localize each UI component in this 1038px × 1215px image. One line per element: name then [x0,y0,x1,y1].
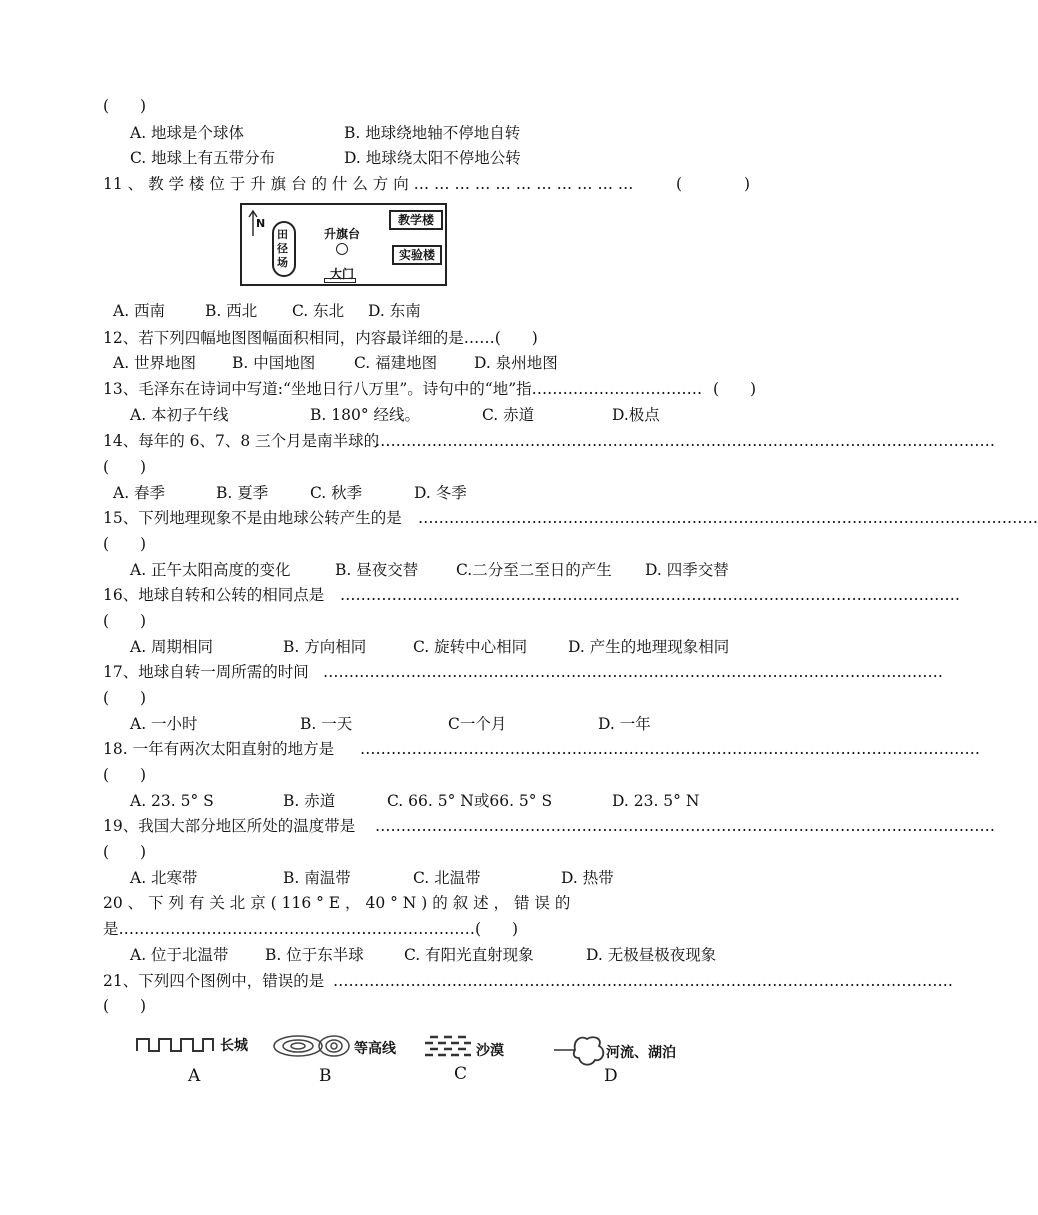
q14-option-c: C. 秋季 [310,484,363,502]
q17-option-a: A. 一小时 [130,715,198,733]
q15-dots: ………………………………………………………………………………………………………… [418,509,1038,527]
flag-platform-circle [336,243,348,255]
legend-c-letter: C [454,1064,468,1084]
flag-platform-label: 升旗台 [324,227,361,241]
lab-building-label: 实验楼 [398,248,435,262]
q20-option-d: D. 无极昼极夜现象 [586,946,717,964]
q17-paren: ( ) [103,689,147,707]
q13-option-d: D.极点 [612,406,660,424]
q18-option-b: B. 赤道 [283,792,336,810]
q18-dots: ………………………………………………………………………………………………………… [360,740,980,758]
desert-symbol-icon [424,1034,472,1064]
lab-building [392,245,442,265]
q19-option-b: B. 南温带 [283,869,351,887]
q11-option-c: C. 东北 [292,302,345,320]
q17-dots: ………………………………………………………………………………………………………… [323,663,943,681]
q21-dots: ………………………………………………………………………………………………………… [333,972,953,990]
q13-option-b: B. 180° 经线。 [310,406,421,424]
q17-option-b: B. 一天 [300,715,353,733]
q10-answer-paren: ( ) [103,97,147,115]
q17-stem: 17、地球自转一周所需的时间 [103,663,309,681]
legend-a-label: 长城 [220,1038,248,1054]
q16-option-b: B. 方向相同 [283,638,367,656]
q16-paren: ( ) [103,612,147,630]
q18-option-a: A. 23. 5° S [130,792,214,810]
q11-option-a: A. 西南 [113,302,166,320]
q20-option-c: C. 有阳光直射现象 [404,946,534,964]
q10-option-d: D. 地球绕太阳不停地公转 [344,149,521,167]
q15-option-b: B. 昼夜交替 [335,561,419,579]
q12-option-a: A. 世界地图 [113,354,197,372]
q11-option-b: B. 西北 [205,302,258,320]
q14-paren: ( ) [103,458,147,476]
q11-stem: 11 、 教 学 楼 位 于 升 旗 台 的 什 么 方 向 … … … … … … … … … … … [103,175,634,193]
q14-option-b: B. 夏季 [216,484,269,502]
q19-dots: ………………………………………………………………………………………………………… [375,817,995,835]
q17-option-d: D. 一年 [598,715,651,733]
q14-dots: ………………………………………………………………………………………………………… [375,432,995,450]
q20-option-b: B. 位于东半球 [265,946,364,964]
q19-option-c: C. 北温带 [413,869,481,887]
q12-option-c: C. 福建地图 [354,354,438,372]
q12-option-d: D. 泉州地图 [474,354,558,372]
q19-option-d: D. 热带 [561,869,614,887]
q21-stem: 21、下列四个图例中，错误的是 [103,972,325,990]
q20-stem-cont: 是……………………………………………………………( ) [103,920,519,938]
q15-option-d: D. 四季交替 [645,561,729,579]
q16-option-a: A. 周期相同 [130,638,214,656]
q18-option-d: D. 23. 5° N [612,792,700,810]
q19-paren: ( ) [103,843,147,861]
q15-stem: 15、下列地理现象不是由地球公转产生的是 [103,509,402,527]
legend-b-label: 等高线 [354,1041,396,1057]
legend-b-letter: B [319,1066,332,1086]
q11-option-d: D. 东南 [368,302,421,320]
teaching-building-label: 教学楼 [397,213,434,227]
q10-option-b: B. 地球绕地轴不停地自转 [344,124,521,142]
q10-option-c: C. 地球上有五带分布 [130,149,276,167]
q19-option-a: A. 北寒带 [130,869,198,887]
q11-paren: ( ) [676,175,751,193]
legend-d-label: 河流、湖泊 [606,1045,676,1061]
q16-option-c: C. 旋转中心相同 [413,638,528,656]
campus-map [240,203,447,286]
legend-d-letter: D [604,1066,618,1086]
legend-figures [136,1034,756,1094]
field-track [272,221,296,277]
q12-option-b: B. 中国地图 [232,354,316,372]
legend-c-label: 沙漠 [476,1043,504,1059]
q19-stem: 19、我国大部分地区所处的温度带是 [103,817,356,835]
q16-stem: 16、地球自转和公转的相同点是 [103,586,325,604]
q16-option-d: D. 产生的地理现象相同 [568,638,730,656]
q21-paren: ( ) [103,997,147,1015]
q18-option-c: C. 66. 5° N或66. 5° S [387,792,553,810]
gate-mark [324,278,356,283]
q16-dots: ………………………………………………………………………………………………………… [340,586,960,604]
q13-stem: 13、毛泽东在诗词中写道:“坐地日行八万里”。诗句中的“地”指…………………………… [103,380,703,398]
q14-option-d: D. 冬季 [414,484,467,502]
q20-option-a: A. 位于北温带 [130,946,229,964]
q10-option-a: A. 地球是个球体 [130,124,245,142]
gate-label: 大门 [330,267,355,281]
field-label: 田径场 [277,228,288,269]
q20-stem: 20 、 下 列 有 关 北 京 ( 116 ° E ， 40 ° N ) 的 叙 述 ， 错 误 的 [103,894,571,912]
q13-option-c: C. 赤道 [482,406,535,424]
q14-option-a: A. 春季 [113,484,166,502]
great-wall-symbol-icon [136,1037,216,1057]
north-label: N [256,217,266,230]
contour-lines-symbol-icon [272,1034,352,1062]
q18-paren: ( ) [103,766,147,784]
teaching-building [389,210,443,230]
q15-option-a: A. 正午太阳高度的变化 [130,561,291,579]
q15-paren: ( ) [103,535,147,553]
legend-a-letter: A [188,1066,201,1086]
q18-stem: 18. 一年有两次太阳直射的地方是 [103,740,335,758]
q14-stem: 14、每年的 6、7、8 三个月是南半球的 [103,432,380,450]
q13-paren: ( ) [713,380,757,398]
river-lake-symbol-icon [553,1034,609,1072]
q12-stem: 12、若下列四幅地图图幅面积相同，内容最详细的是……( ) [103,329,538,347]
q13-option-a: A. 本初子午线 [130,406,229,424]
q17-option-c: C一个月 [448,715,507,733]
q15-option-c: C.二分至二至日的产生 [456,561,612,579]
